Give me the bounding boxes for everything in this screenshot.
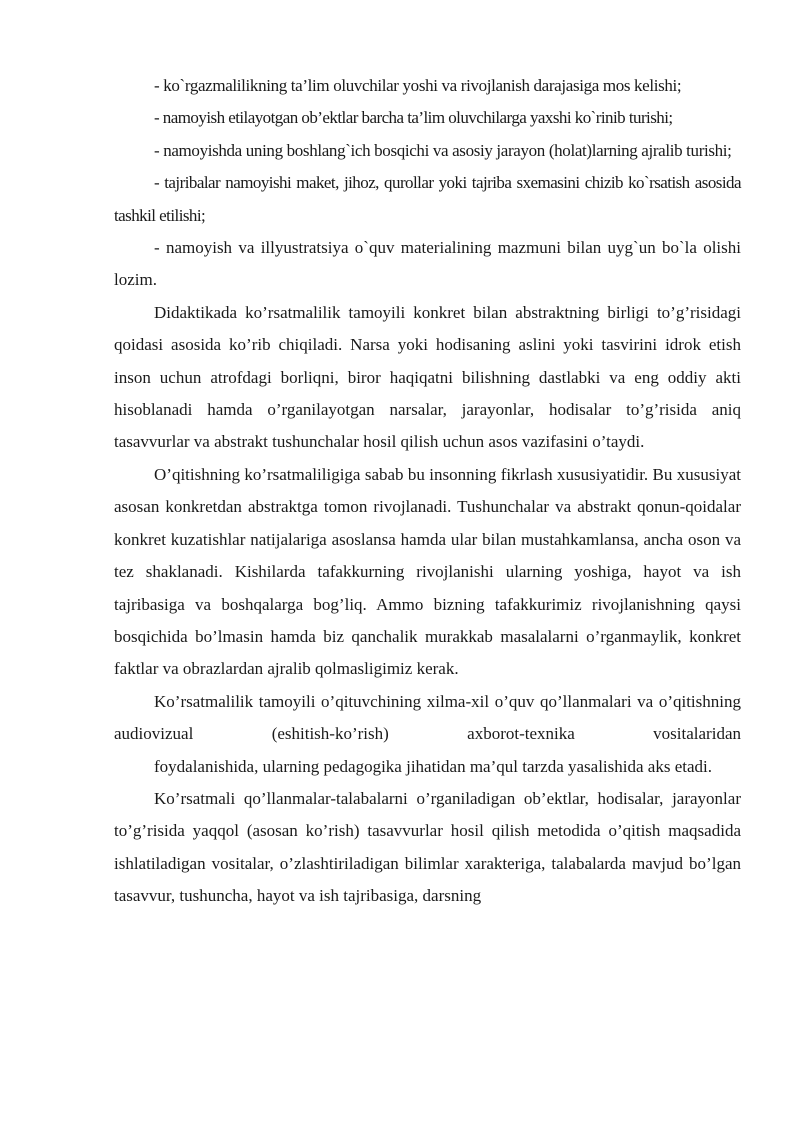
body-paragraph: Ko’rsatmalilik tamoyili o’qituvchining xilma-xil o’quv qo’llanmalari va o’qitishning audiovizual (eshitish-ko’rish) axborot-texnika vositalaridan — [114, 691, 741, 744]
document-body — [114, 70, 741, 913]
list-item: - namoyish etilayotgan ob’ektlar barcha ta’lim oluvchilarga yaxshi ko`rinib turishi; — [154, 108, 673, 128]
list-item: - namoyishda uning boshlang`ich bosqichi va asosiy jarayon (holat)larning ajralib turishi; — [154, 140, 732, 160]
body-paragraph: foydalanishida, ularning pedagogika jihatidan ma’qul tarzda yasalishida aks etadi. — [154, 756, 712, 776]
body-paragraph: O’qitishning ko’rsatmaliligiga sabab bu insonning fikrlash xususiyatidir. Bu xususiyat asosan konkretdan abstraktga tomon rivojlanadi. Tushunchalar va abstrakt qonun-qoidalar konkret kuzatishlar natijalariga asoslansa hamda ular bilan mustahkamlansa, ancha oson va tez shaklanadi. Kishilarda tafakkurning rivojlanishi ularning yoshiga, hayot va ish tajribasiga va boshqalarga bog’liq. Ammo bizning tafakkurimiz rivojlanishning qaysi bosqichida bo’lmasin hamda biz qanchalik murakkab masalalarni o’rganmaylik, konkret faktlar va obrazlardan ajralib qolmasligimiz kerak. — [114, 464, 741, 679]
body-paragraph: Ko’rsatmali qo’llanmalar-talabalarni o’rganiladigan ob’ektlar, hodisalar, jarayonlar to’g’risida yaqqol (asosan ko’rish) tasavvurlar hosil qilish metodida o’qitish maqsadida ishlatiladigan vositalar, o’zlashtiriladigan bilimlar xarakteriga, talabalarda mavjud bo’lgan tasavvur, tushuncha, hayot va ish tajribasiga, darsning — [114, 788, 741, 906]
list-item: - namoyish va illyustratsiya o`quv materialining mazmuni bilan uyg`un bo`la olishi lozim. — [114, 238, 741, 290]
list-item: - tajribalar namoyishi maket, jihoz, qurollar yoki tajriba sxemasini chizib ko`rsatish asosida tashkil etilishi; — [114, 173, 741, 225]
body-paragraph: Didaktikada ko’rsatmalilik tamoyili konkret bilan abstraktning birligi to’g’risidagi qoidasi asosida ko’rib chiqiladi. Narsa yoki hodisaning aslini yoki tasvirini idrok etish inson uchun atrofdagi borliqni, biror haqiqatni bilishning dastlabki va eng oddiy akti hisoblanadi hamda o’rganilayotgan narsalar, jarayonlar, hodisalar to’g’risida aniq tasavvurlar va abstrakt tushunchalar hosil qilish uchun asos vazifasini o’taydi. — [114, 302, 741, 452]
list-item: - ko`rgazmalilikning ta’lim oluvchilar yoshi va rivojlanish darajasiga mos kelishi; — [154, 76, 682, 95]
